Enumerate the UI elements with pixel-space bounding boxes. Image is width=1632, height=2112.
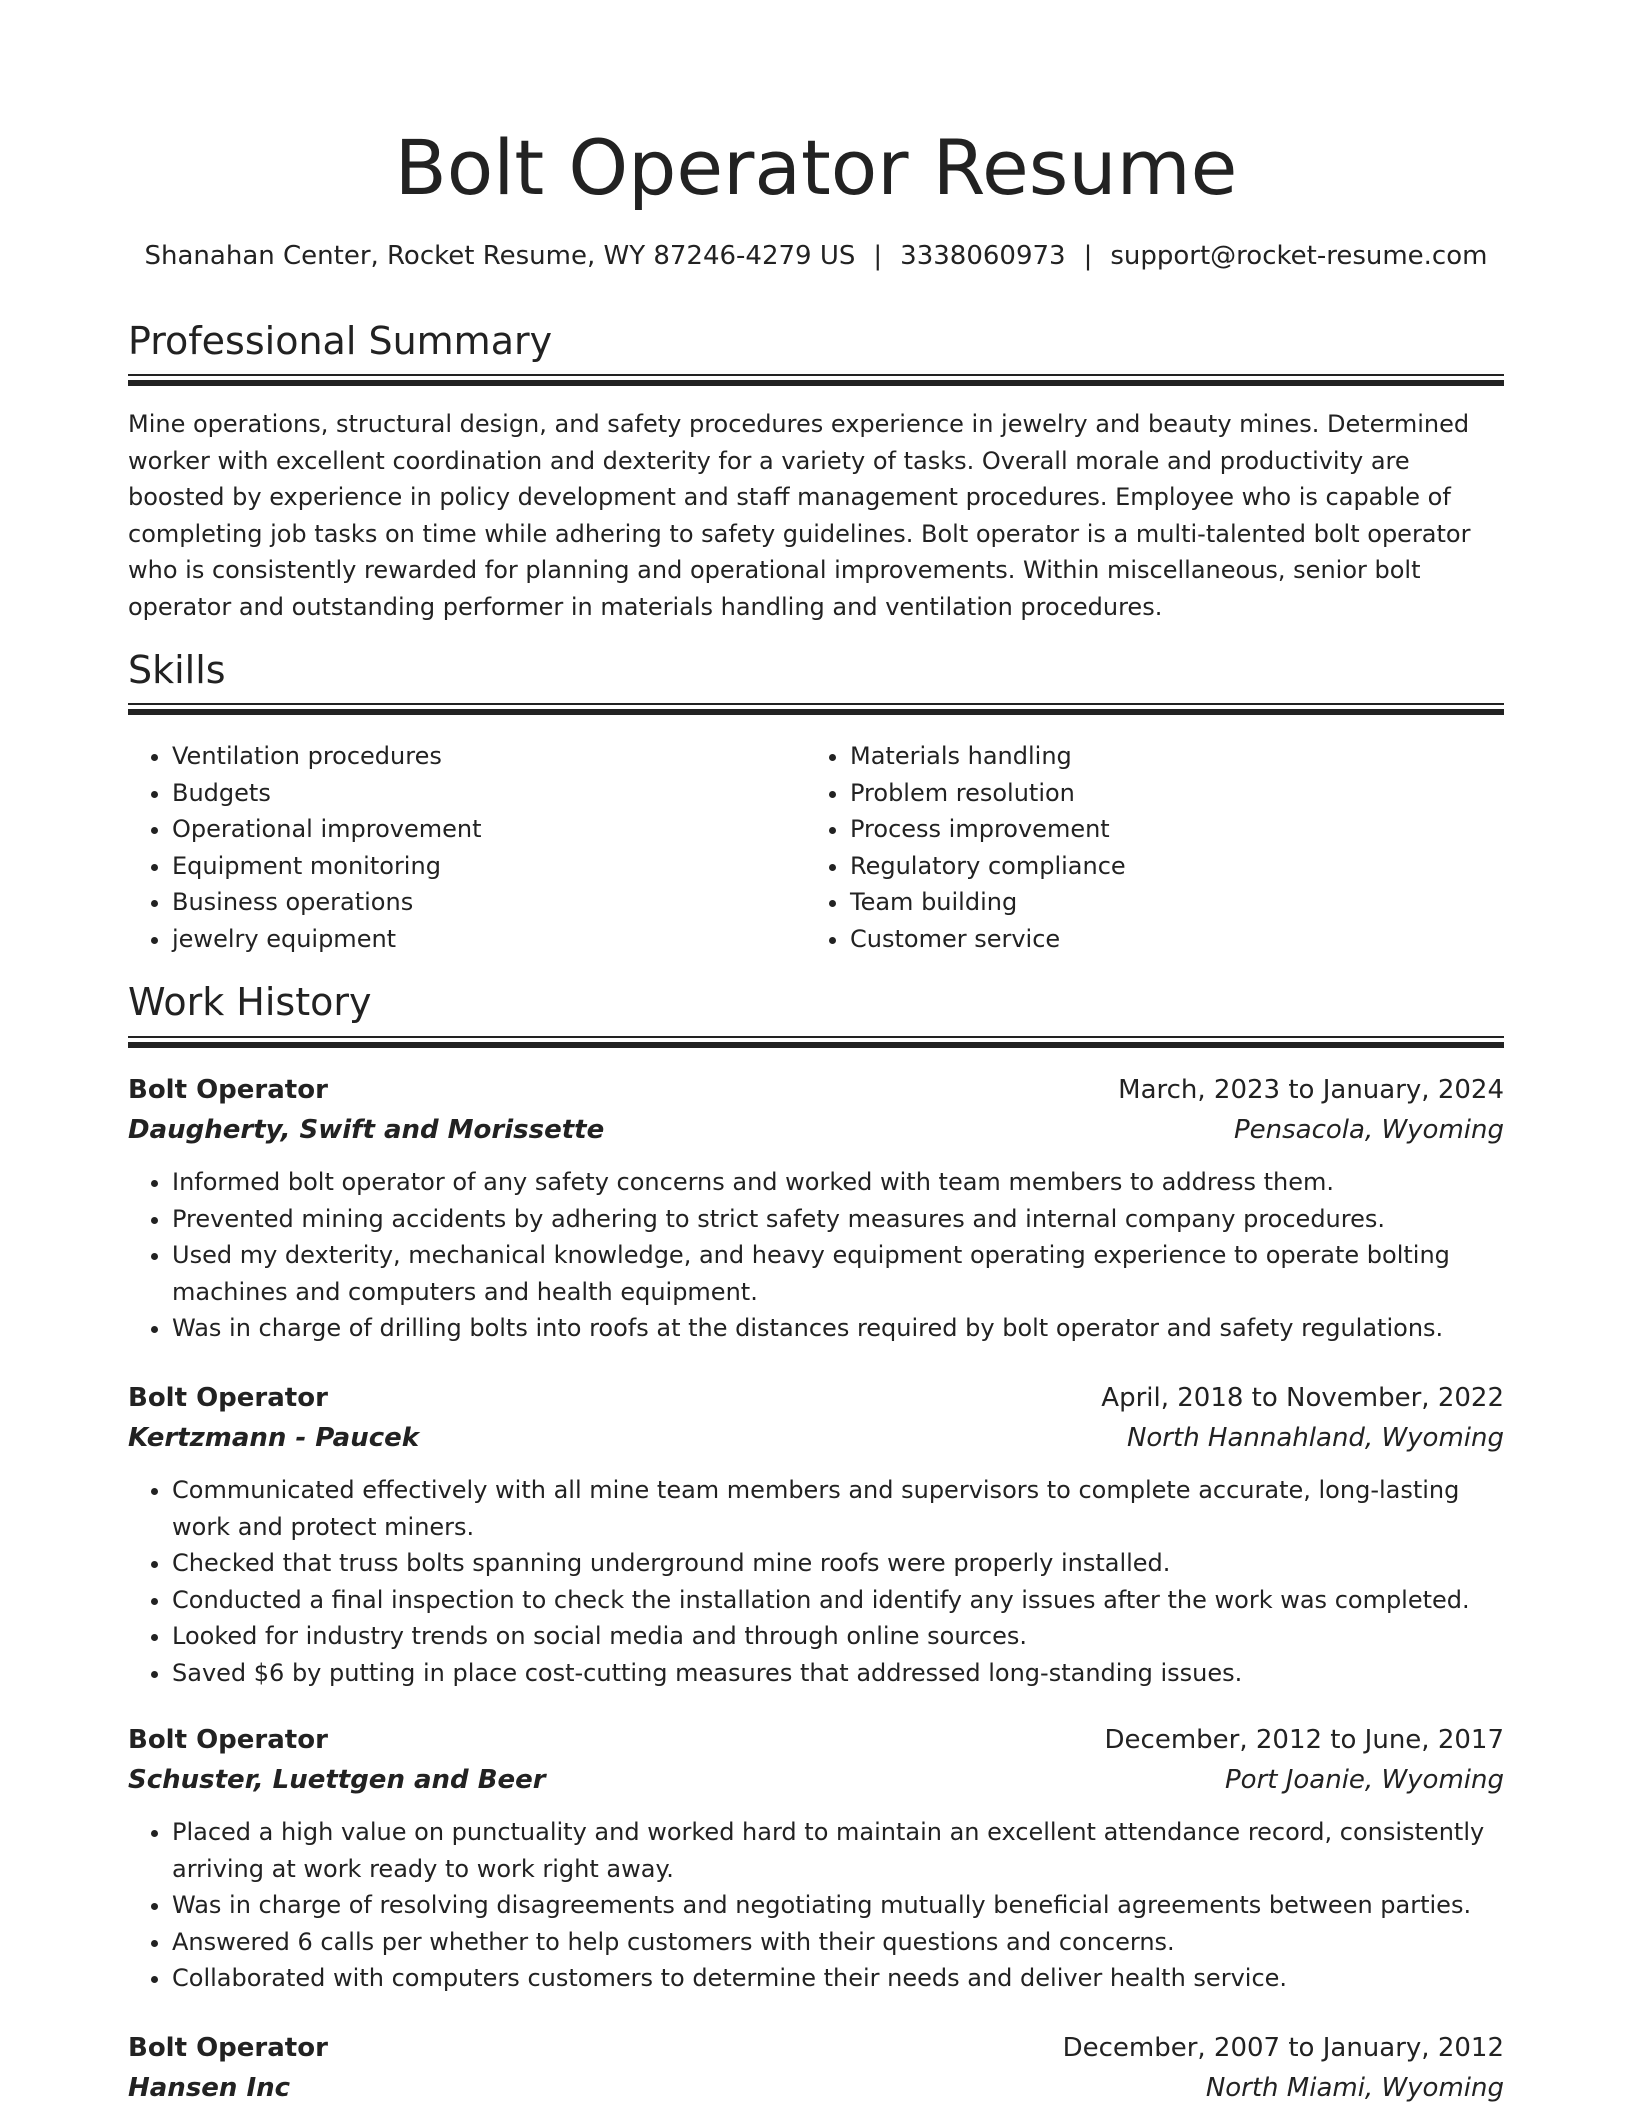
- skills-heading: Skills: [128, 648, 226, 692]
- summary-text: Mine operations, structural design, and safety procedures experience in jewelry and beauty mines. Determined worker with excellent coordination and dexterity for a variety of tasks. Overall morale and productivity are boosted by experience in policy development and staff management procedures. Employee who is capable of completing job tasks on time while adhering to safety guidelines. Bolt operator is a multi-talented bolt operator who is consistently rewarded for planning and operational improvements. Within miscellaneous, senior bolt operator and outstanding performer in materials handling and ventilation procedures.: [128, 410, 1471, 621]
- job-bullet: • Was in charge of resolving disagreements and negotiating mutually beneficial agreements between parties.: [172, 1887, 1504, 1924]
- job-bullets: [128, 1164, 1504, 1347]
- contact-line: [128, 237, 1504, 275]
- job-location: North Miami, Wyoming: [1205, 2073, 1504, 2103]
- job-company: Daugherty, Swift and Morissette: [128, 1115, 605, 1145]
- job-dates: December, 2007 to January, 2012: [1062, 2033, 1504, 2063]
- job-location: Pensacola, Wyoming: [1233, 1115, 1504, 1145]
- contact-email[interactable]: support@rocket-resume.com: [1110, 241, 1488, 271]
- skill-item: • Process improvement: [850, 811, 1126, 848]
- skill-item: • Team building: [850, 884, 1126, 921]
- contact-phone: 3338060973: [900, 241, 1066, 271]
- job-title: Bolt Operator: [128, 1075, 328, 1105]
- job-bullet: • Conducted a final inspection to check the installation and identify any issues after the work was completed.: [172, 1582, 1504, 1619]
- job-bullets: [128, 1472, 1504, 1691]
- job-entry: [128, 1070, 1504, 1347]
- job-location: Port Joanie, Wyoming: [1224, 1765, 1504, 1795]
- skill-item: • Equipment monitoring: [172, 848, 481, 885]
- skills-column-2: [806, 738, 1126, 957]
- skill-item: • Operational improvement: [172, 811, 481, 848]
- skill-item: • Budgets: [172, 775, 481, 812]
- job-bullet: • Informed bolt operator of any safety concerns and worked with team members to address them.: [172, 1164, 1504, 1201]
- job-company: Schuster, Luettgen and Beer: [128, 1765, 546, 1795]
- job-bullet: • Communicated effectively with all mine team members and supervisors to complete accurate, long-lasting work and protect miners.: [172, 1472, 1504, 1545]
- job-bullet: • Prevented mining accidents by adhering to strict safety measures and internal company procedures.: [172, 1201, 1504, 1238]
- job-entry: [128, 2028, 1504, 2108]
- skill-item: • Problem resolution: [850, 775, 1126, 812]
- job-bullet: • Saved $6 by putting in place cost-cutting measures that addressed long-standing issues.: [172, 1655, 1504, 1692]
- skill-item: • Regulatory compliance: [850, 848, 1126, 885]
- job-bullet: • Checked that truss bolts spanning underground mine roofs were properly installed.: [172, 1545, 1504, 1582]
- skills-column-1: [128, 738, 481, 957]
- skill-item: • jewelry equipment: [172, 921, 481, 958]
- job-bullet: • Answered 6 calls per whether to help customers with their questions and concerns.: [172, 1924, 1504, 1961]
- job-title: Bolt Operator: [128, 1725, 328, 1755]
- job-title: Bolt Operator: [128, 1383, 328, 1413]
- job-company: Kertzmann - Paucek: [128, 1423, 420, 1453]
- skill-item: • Customer service: [850, 921, 1126, 958]
- job-company: Hansen Inc: [128, 2073, 291, 2103]
- job-location: North Hannahland, Wyoming: [1126, 1423, 1504, 1453]
- job-dates: April, 2018 to November, 2022: [1101, 1383, 1504, 1413]
- job-bullet: • Looked for industry trends on social media and through online sources.: [172, 1618, 1504, 1655]
- job-entry: [128, 1378, 1504, 1691]
- contact-separator: |: [1083, 241, 1093, 271]
- section-divider: [128, 374, 1504, 386]
- job-bullet: • Was in charge of drilling bolts into roofs at the distances required by bolt operator and safety regulations.: [172, 1310, 1504, 1347]
- job-title: Bolt Operator: [128, 2033, 328, 2063]
- skill-item: • Ventilation procedures: [172, 738, 481, 775]
- section-divider: [128, 703, 1504, 715]
- contact-address: Shanahan Center, Rocket Resume, WY 87246-4279 US: [144, 241, 856, 271]
- work-history-heading: Work History: [128, 980, 372, 1024]
- skill-item: • Business operations: [172, 884, 481, 921]
- job-bullet: • Used my dexterity, mechanical knowledge, and heavy equipment operating experience to operate bolting machines and computers and health equipment.: [172, 1237, 1504, 1310]
- job-bullets: [128, 1814, 1504, 1997]
- job-bullet: • Placed a high value on punctuality and worked hard to maintain an excellent attendance record, consistently arriving at work ready to work right away.: [172, 1814, 1504, 1887]
- summary-heading: Professional Summary: [128, 319, 553, 363]
- job-entry: [128, 1720, 1504, 1997]
- job-dates: March, 2023 to January, 2024: [1118, 1075, 1504, 1105]
- contact-separator: |: [873, 241, 883, 271]
- job-dates: December, 2012 to June, 2017: [1104, 1725, 1504, 1755]
- skill-item: • Materials handling: [850, 738, 1126, 775]
- job-bullet: • Collaborated with computers customers to determine their needs and deliver health service.: [172, 1960, 1504, 1997]
- page-title: Bolt Operator Resume: [394, 123, 1238, 212]
- section-divider: [128, 1036, 1504, 1048]
